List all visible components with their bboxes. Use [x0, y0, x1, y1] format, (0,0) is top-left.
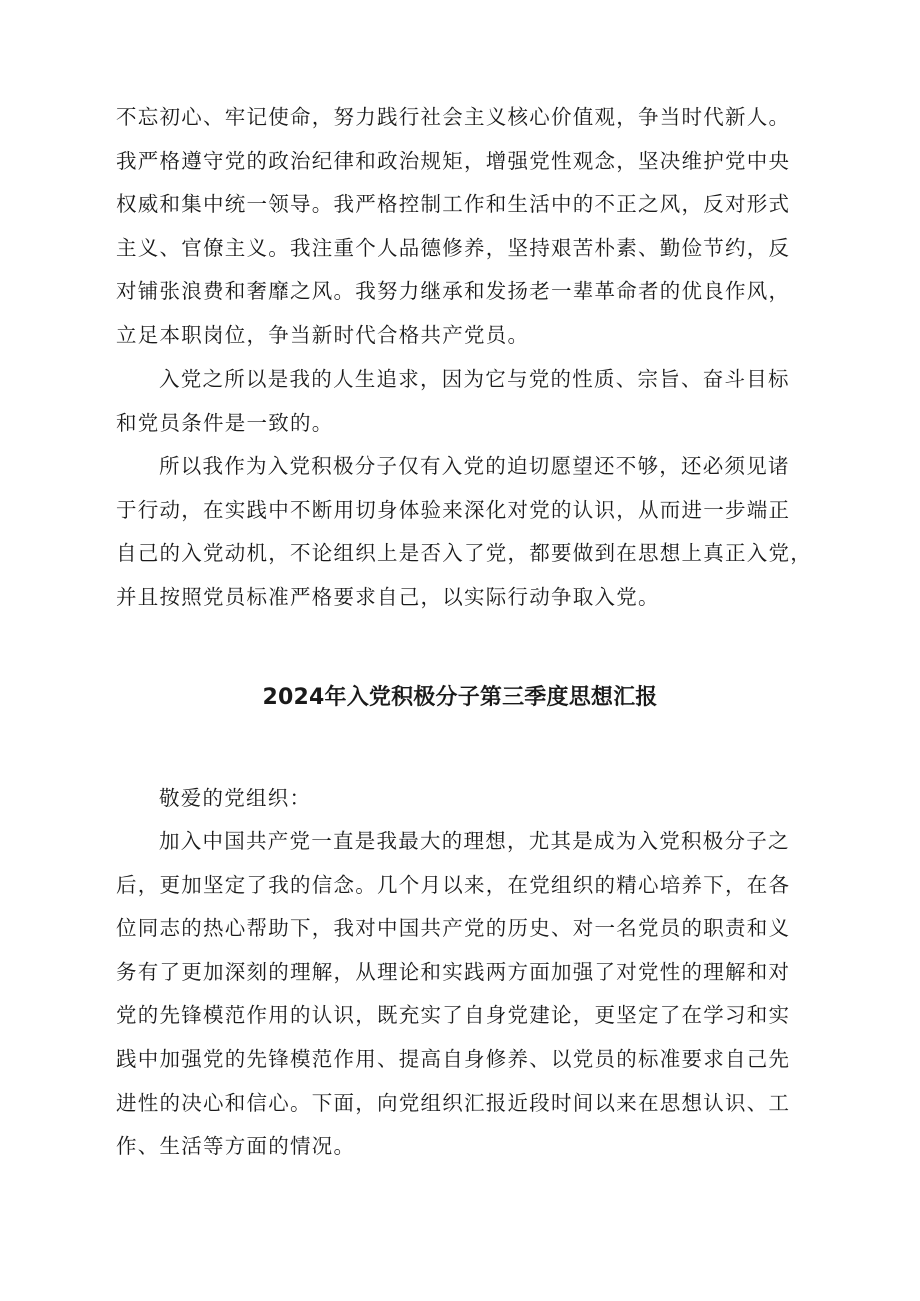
text-line: 对铺张浪费和奢靡之风。我努力继承和发扬老一辈革命者的优良作风， — [116, 279, 791, 304]
text-line: 主义、官僚主义。我注重个人品德修养，坚持艰苦朴素、勤俭节约，反 — [116, 235, 791, 260]
greeting — [116, 777, 816, 821]
greeting-text: 敬爱的党组织： — [159, 786, 312, 810]
text-line: 务有了更加深刻的理解，从理论和实践两方面加强了对党性的理解和对 — [116, 959, 791, 984]
text-line: 作、生活等方面的情况。 — [116, 1134, 356, 1159]
text-line: 入党之所以是我的人生追求，因为它与党的性质、宗旨、奋斗目标 — [159, 367, 790, 391]
text-line: 立足本职岗位，争当新时代合格共产党员。 — [116, 322, 530, 347]
text-line: 权威和集中统一领导。我严格控制工作和生活中的不正之风，反对形式 — [116, 192, 791, 217]
text-line: 不忘初心、牢记使命，努力践行社会主义核心价值观，争当时代新人。 — [116, 105, 791, 129]
text-line: 位同志的热心帮助下，我对中国共产党的历史、对一名党员的职责和义 — [116, 916, 791, 941]
paragraph-action — [116, 445, 816, 619]
text-line: 加入中国共产党一直是我最大的理想，尤其是成为入党积极分子之 — [159, 829, 790, 853]
text-line: 和党员条件是一致的。 — [116, 410, 334, 435]
text-line: 并且按照党员标准严格要求自己，以实际行动争取入党。 — [116, 584, 660, 609]
text-line: 党的先锋模范作用的认识，既充实了自身党建论，更坚定了在学习和实 — [116, 1003, 791, 1028]
section-title: 2024年入党积极分子第三季度思想汇报 — [262, 685, 658, 710]
paragraph-report-intro — [116, 820, 816, 1169]
paragraph-continued — [116, 96, 816, 358]
text-line: 进性的决心和信心。下面，向党组织汇报近段时间以来在思想认识、工 — [116, 1090, 791, 1115]
paragraph-party-pursuit — [116, 358, 816, 445]
text-line: 于行动，在实践中不断用切身体验来深化对党的认识，从而进一步端正 — [116, 497, 791, 522]
text-line: 践中加强党的先锋模范作用、提高自身修养、以党员的标准要求自己先 — [116, 1046, 791, 1071]
text-line: 所以我作为入党积极分子仅有入党的迫切愿望还不够，还必须见诸 — [159, 454, 790, 478]
text-line: 我严格遵守党的政治纪律和政治规矩，增强党性观念，坚决维护党中央 — [116, 148, 791, 173]
text-line: 自己的入党动机，不论组织上是否入了党，都要做到在思想上真正入党， — [116, 541, 812, 566]
text-line: 后，更加坚定了我的信念。几个月以来，在党组织的精心培养下，在各 — [116, 872, 791, 897]
